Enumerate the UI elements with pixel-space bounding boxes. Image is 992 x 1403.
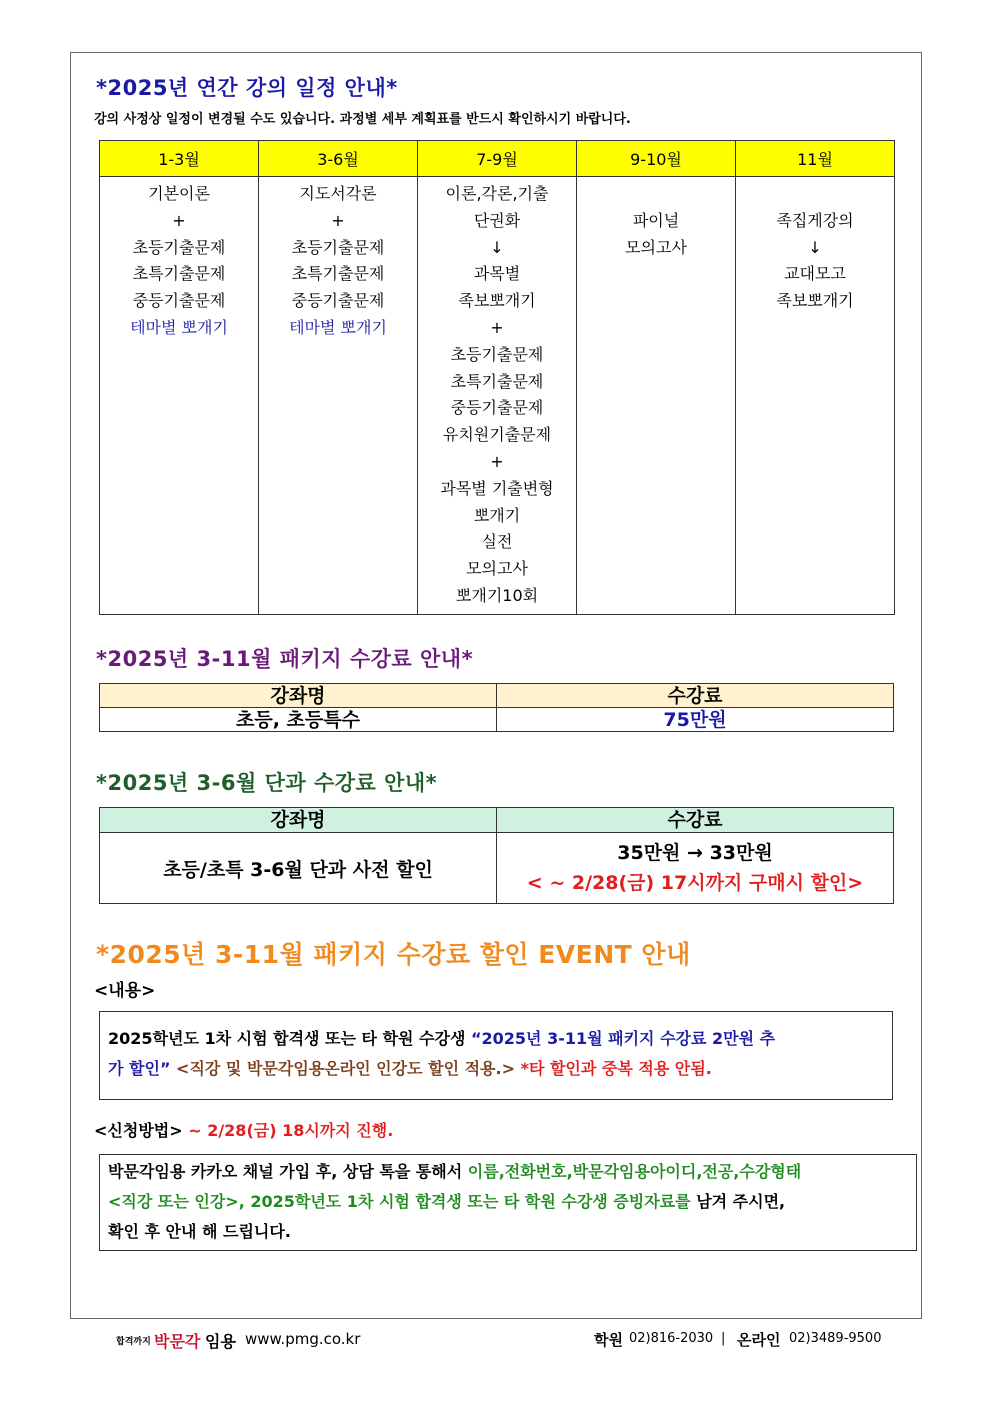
footer-separator: |: [721, 1331, 726, 1346]
method-box: [99, 1154, 917, 1251]
schedule-line: 족보뽀개기: [458, 291, 536, 311]
method-text: 박문각임용 카카오 채널 가입 후, 상담 톡을 통해서: [108, 1162, 463, 1181]
schedule-line: 초등기출문제: [450, 344, 544, 364]
schedule-line: 초특기출문제: [291, 264, 385, 284]
schedule-line: 실전: [481, 532, 513, 552]
online-label: 온라인: [737, 1331, 781, 1349]
schedule-line: 이론,각론,기출: [445, 184, 549, 203]
method-line-1: [108, 1157, 908, 1187]
fee-header-row: [100, 808, 894, 833]
schedule-line-spacer: [736, 181, 894, 208]
schedule-cell-jul-sep: [418, 177, 577, 615]
table-row: [100, 833, 894, 904]
schedule-cell-mar-jun: [259, 177, 418, 615]
event-title: *2025년 3-11월 패키지 수강료 할인 EVENT 안내: [96, 940, 691, 969]
schedule-line: 단권화: [473, 210, 521, 230]
academy-phone: 02)816-2030: [629, 1331, 714, 1346]
table-row: [100, 708, 894, 732]
schedule-line: 중등기출문제: [450, 398, 544, 418]
schedule-col-header: 7-9월: [418, 141, 577, 177]
content-quote: “2025년 3-11월 패키지 수강료 2만원 추: [471, 1029, 776, 1048]
schedule-line: 모의고사: [466, 559, 528, 579]
fee-cell: [497, 833, 894, 904]
schedule-line: 뽀개기10회: [455, 585, 539, 605]
schedule-line: 초특기출문제: [132, 264, 226, 284]
content-quote-end: 가 할인”: [108, 1059, 171, 1078]
schedule-line: 중등기출문제: [132, 291, 226, 311]
academy-label: 학원: [594, 1331, 623, 1349]
schedule-line: 모의고사: [625, 237, 687, 257]
content-line-1: [108, 1024, 884, 1054]
fee-header-fee: 수강료: [497, 808, 894, 833]
annual-schedule-title: *2025년 연간 강의 일정 안내*: [96, 76, 398, 100]
single-fee-table: [99, 807, 894, 904]
fee-header-row: [100, 684, 894, 708]
fee-value: 35만원 → 33만원: [617, 842, 773, 864]
schedule-line: 교대모고: [784, 264, 846, 284]
fee-header-fee: 수강료: [497, 684, 894, 708]
schedule-col-header: 3-6월: [259, 141, 418, 177]
schedule-line: 중등기출문제: [291, 291, 385, 311]
schedule-col-header: 11월: [736, 141, 895, 177]
schedule-line: 초특기출문제: [450, 371, 544, 391]
method-line-2: [108, 1187, 908, 1217]
online-phone: 02)3489-9500: [789, 1331, 882, 1346]
page-footer: [0, 1328, 992, 1354]
schedule-body-row: [100, 177, 895, 615]
schedule-line: 족보뽀개기: [776, 291, 854, 311]
schedule-line-highlight: 테마별 뽀개기: [289, 317, 387, 337]
discount-deadline: < ~ 2/28(금) 17시까지 구매시 할인>: [526, 872, 864, 894]
schedule-line: +: [490, 317, 504, 337]
schedule-line: 기본이론: [148, 184, 210, 203]
schedule-line: +: [490, 451, 504, 471]
schedule-line: 초등기출문제: [132, 237, 226, 257]
content-label: <내용>: [94, 981, 156, 1001]
content-line-2: [108, 1054, 884, 1084]
fee-value: 75만원: [497, 708, 894, 732]
event-content-box: [99, 1011, 893, 1100]
schedule-line: +: [331, 210, 345, 230]
method-row: [94, 1118, 393, 1141]
single-fee-title: *2025년 3-6월 단과 수강료 안내*: [96, 771, 438, 795]
method-label: <신청방법>: [94, 1121, 183, 1140]
content-warning: *타 할인과 중복 적용 안됨.: [520, 1059, 712, 1078]
logo-tagline: 합격까지: [116, 1337, 151, 1347]
fee-header-course: 강좌명: [100, 808, 497, 833]
method-line-3: 확인 후 안내 해 드립니다.: [108, 1222, 291, 1241]
schedule-col-header: 9-10월: [577, 141, 736, 177]
schedule-line: 과목별 기출변형: [440, 478, 554, 498]
package-fee-title: *2025년 3-11월 패키지 수강료 안내*: [96, 647, 474, 671]
schedule-col-header: 1-3월: [100, 141, 259, 177]
schedule-header-row: [100, 141, 895, 177]
down-arrow-icon: ↓: [808, 237, 822, 257]
fee-header-course: 강좌명: [100, 684, 497, 708]
schedule-notice: 강의 사정상 일정이 변경될 수도 있습니다. 과정별 세부 계획표를 반드시 확인하시기 바랍니다.: [94, 112, 631, 127]
down-arrow-icon: ↓: [490, 237, 504, 257]
schedule-cell-jan-mar: [100, 177, 259, 615]
schedule-line: 유치원기출문제: [442, 425, 552, 445]
schedule-cell-nov: [736, 177, 895, 615]
schedule-cell-sep-oct: [577, 177, 736, 615]
schedule-line: 파이널: [632, 210, 680, 230]
site-link[interactable]: www.pmg.co.kr: [245, 1330, 361, 1348]
schedule-line: 과목별: [473, 264, 521, 284]
schedule-line: 지도서각론: [299, 184, 377, 203]
content-paren: <직강 및 박문각임용온라인 인강도 할인 적용.>: [176, 1059, 515, 1078]
content-text: 2025학년도 1차 시험 합격생 또는 타 학원 수강생: [108, 1029, 466, 1048]
schedule-line-highlight: 테마별 뽀개기: [130, 317, 228, 337]
method-period: ~ 2/28(금) 18시까지 진행.: [188, 1121, 394, 1140]
schedule-line: 뽀개기: [473, 505, 521, 525]
schedule-line: 족집게강의: [776, 210, 854, 230]
schedule-line-spacer: [577, 181, 735, 208]
package-fee-table: [99, 683, 894, 732]
course-name: 초등, 초등특수: [100, 708, 497, 732]
method-text: 남겨 주시면,: [696, 1192, 786, 1211]
method-required-info: 이름,전화번호,박문각임용아이디,전공,수강형태: [467, 1162, 802, 1181]
method-required-info: <직강 또는 인강>, 2025학년도 1차 시험 합격생 또는 타 학원 수강생 증빙자료를: [108, 1192, 691, 1211]
logo-suffix: 임용: [205, 1332, 236, 1351]
schedule-line: +: [172, 210, 186, 230]
schedule-line: 초등기출문제: [291, 237, 385, 257]
schedule-table: [99, 140, 895, 615]
course-name: 초등/초특 3-6월 단과 사전 할인: [100, 833, 497, 904]
logo-brand: 박문각: [154, 1332, 201, 1351]
